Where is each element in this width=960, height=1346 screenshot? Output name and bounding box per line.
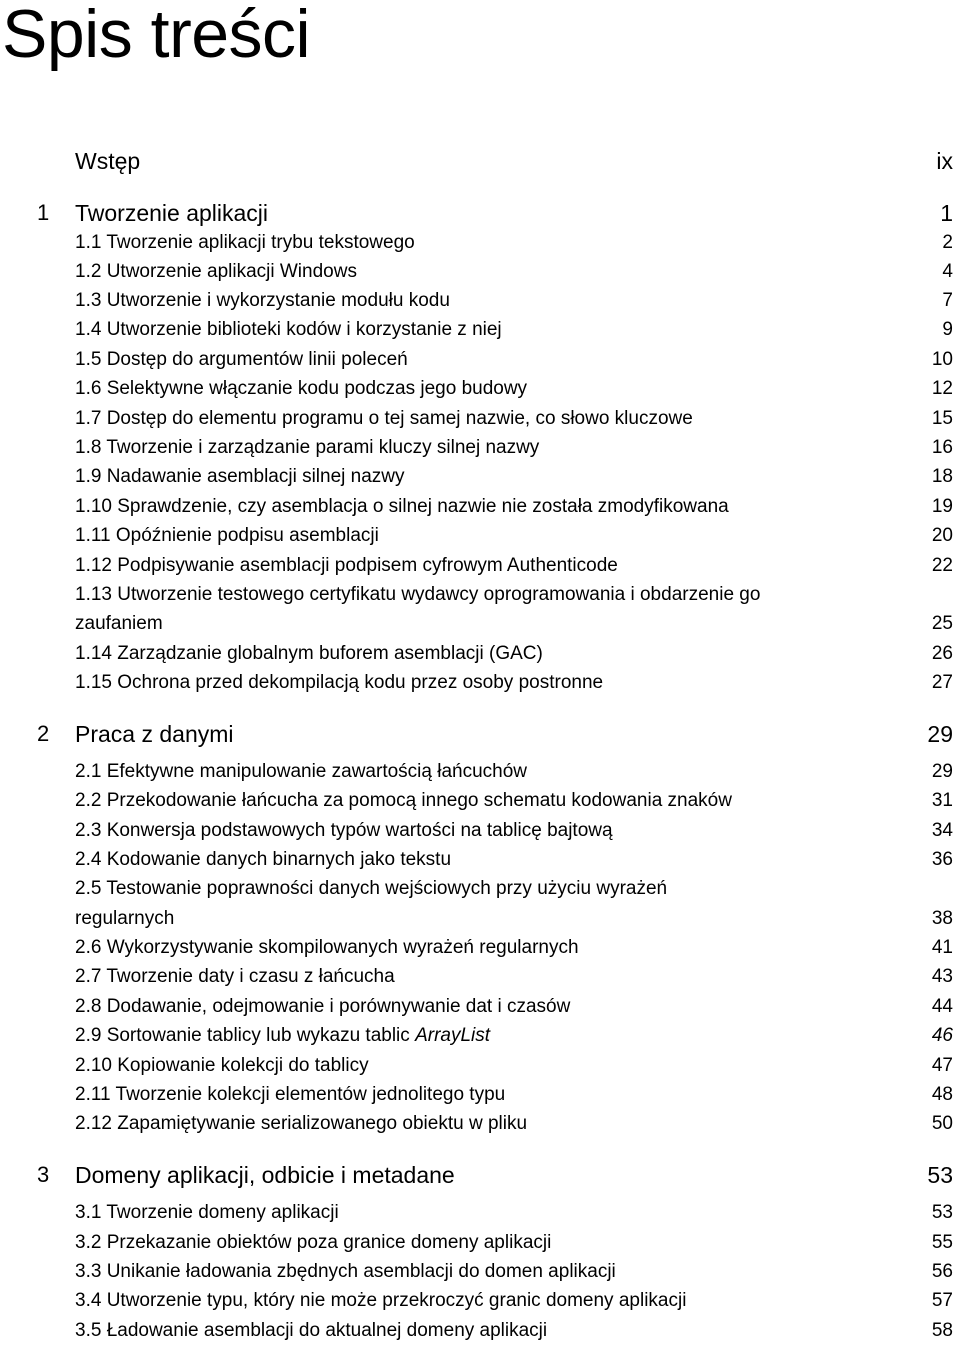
toc-section-2-4[interactable] [0,845,960,875]
section-label: 1.2 Utworzenie aplikacji Windows [75,261,357,282]
section-page: 53 [931,1202,953,1223]
section-label: 1.4 Utworzenie biblioteki kodów i korzystanie z niej [75,319,502,340]
section-label: 1.14 Zarządzanie globalnym buforem asemblacji (GAC) [75,643,543,664]
toc-section-3-2[interactable] [0,1228,960,1258]
section-label: 2.10 Kopiowanie kolekcji do tablicy [75,1055,369,1076]
section-page: 20 [931,525,953,546]
section-page: 56 [931,1261,953,1282]
chapter-title: Domeny aplikacji, odbicie i metadane [75,1162,455,1188]
toc-section-2-12[interactable] [0,1109,960,1139]
toc-section-2-9[interactable] [0,1021,960,1051]
section-label: 2.7 Tworzenie daty i czasu z łańcucha [75,966,395,987]
toc-section-1-5[interactable] [0,345,960,375]
section-page: 29 [931,761,953,782]
toc-chapter-3[interactable] [0,1160,960,1190]
section-page: 15 [931,408,953,429]
section-label: 1.3 Utworzenie i wykorzystanie modułu kodu [75,290,450,311]
section-label: 1.15 Ochrona przed dekompilacją kodu przez osoby postronne [75,672,604,693]
section-label: 3.4 Utworzenie typu, który nie może przekroczyć granic domeny aplikacji [75,1290,687,1311]
toc-section-3-1[interactable] [0,1198,960,1228]
section-page: 2 [942,232,953,253]
section-page: 55 [931,1232,953,1253]
toc-section-1-12[interactable] [0,551,960,581]
toc-section-3-3[interactable] [0,1257,960,1287]
toc-intro-page: ix [936,148,953,174]
toc-section-3-5[interactable] [0,1316,960,1346]
section-label: 2.5 Testowanie poprawności danych wejściowych przy użyciu wyrażeń [75,878,668,899]
toc-section-1-9[interactable] [0,462,960,492]
toc-section-1-7[interactable] [0,404,960,434]
toc-section-1-3[interactable] [0,286,960,316]
section-page: 12 [931,378,953,399]
chapter-number: 1 [37,200,50,225]
toc-section-2-11[interactable] [0,1080,960,1110]
section-label: 2.11 Tworzenie kolekcji elementów jednolitego typu [75,1084,506,1105]
chapter-number: 2 [37,721,50,746]
section-label: 1.11 Opóźnienie podpisu asemblacji [75,525,379,546]
section-label: 1.8 Tworzenie i zarządzanie parami kluczy silnej nazwy [75,437,540,458]
section-label: 3.3 Unikanie ładowania zbędnych asemblacji do domen aplikacji [75,1261,616,1282]
section-page: 34 [931,820,953,841]
section-label: 2.1 Efektywne manipulowanie zawartością łańcuchów [75,761,528,782]
section-page: 57 [931,1290,953,1311]
section-label: 1.6 Selektywne włączanie kodu podczas jego budowy [75,378,528,399]
section-page: 19 [931,496,953,517]
toc-section-2-6[interactable] [0,933,960,963]
section-label: 2.6 Wykorzystywanie skompilowanych wyrażeń regularnych [75,937,579,958]
section-label-continuation: regularnych [75,908,175,929]
toc-intro-entry[interactable] [0,146,960,176]
toc-section-2-10[interactable] [0,1051,960,1081]
section-label-italic: ArrayList [415,1025,491,1046]
toc-section-2-7[interactable] [0,962,960,992]
section-label: 1.10 Sprawdzenie, czy asemblacja o silnej nazwie nie została zmodyfikowana [75,496,729,517]
toc-section-1-10[interactable] [0,492,960,522]
toc-section-1-11[interactable] [0,521,960,551]
section-label: 2.3 Konwersja podstawowych typów wartości na tablicę bajtową [75,820,613,841]
section-label: 1.12 Podpisywanie asemblacji podpisem cyfrowym Authenticode [75,555,618,576]
section-label-continuation: zaufaniem [75,613,163,634]
section-label: 1.1 Tworzenie aplikacji trybu tekstowego [75,232,415,253]
section-page: 7 [942,290,953,311]
section-label: 1.7 Dostęp do elementu programu o tej samej nazwie, co słowo kluczowe [75,408,693,429]
section-label: 1.5 Dostęp do argumentów linii poleceń [75,349,408,370]
section-label: 1.13 Utworzenie testowego certyfikatu wydawcy oprogramowania i obdarzenie go [75,584,761,605]
section-page: 48 [931,1084,953,1105]
section-page: 9 [942,319,953,340]
section-page: 38 [931,908,953,929]
section-label: 2.12 Zapamiętywanie serializowanego obiektu w pliku [75,1113,528,1134]
section-page: 22 [931,555,953,576]
toc-section-2-3[interactable] [0,816,960,846]
toc-section-1-6[interactable] [0,374,960,404]
chapter-title: Tworzenie aplikacji [75,200,269,226]
toc-section-1-14[interactable] [0,639,960,669]
chapter-page: 1 [940,200,953,226]
section-page: 27 [931,672,953,693]
section-label: 1.9 Nadawanie asemblacji silnej nazwy [75,466,405,487]
section-page: 25 [931,613,953,634]
section-page: 18 [931,466,953,487]
section-label: 3.5 Ładowanie asemblacji do aktualnej domeny aplikacji [75,1320,548,1341]
section-label: 3.1 Tworzenie domeny aplikacji [75,1202,339,1223]
section-label: 2.8 Dodawanie, odejmowanie i porównywanie dat i czasów [75,996,571,1017]
toc-section-2-1[interactable] [0,757,960,787]
section-page: 41 [931,937,953,958]
toc-section-1-13-continuation[interactable] [0,609,960,639]
toc-section-1-15[interactable] [0,668,960,698]
section-page: 50 [931,1113,953,1134]
chapter-title: Praca z danymi [75,721,234,747]
toc-section-1-13[interactable] [0,580,960,610]
toc-section-2-8[interactable] [0,992,960,1022]
section-page: 43 [931,966,953,987]
section-page: 16 [931,437,953,458]
section-label-text: 2.9 Sortowanie tablicy lub wykazu tablic [75,1025,416,1046]
section-page [932,1021,953,1051]
section-page: 58 [931,1320,953,1341]
toc-section-3-4[interactable] [0,1286,960,1316]
section-label: 2.2 Przekodowanie łańcucha za pomocą innego schematu kodowania znaków [75,790,732,811]
toc-section-2-5-continuation[interactable] [0,904,960,934]
section-page: 10 [931,349,953,370]
section-page: 4 [942,261,953,282]
toc-section-2-5[interactable] [0,874,960,904]
toc-chapter-2[interactable] [0,719,960,749]
section-page: 31 [931,790,953,811]
toc-section-1-4[interactable] [0,315,960,345]
section-page: 26 [931,643,953,664]
toc-section-1-8[interactable] [0,433,960,463]
toc-section-2-2[interactable] [0,786,960,816]
section-page: 44 [931,996,953,1017]
chapter-page: 53 [927,1162,953,1188]
toc-section-1-2[interactable] [0,257,960,287]
chapter-page: 29 [927,721,953,747]
section-label: 3.2 Przekazanie obiektów poza granice domeny aplikacji [75,1232,552,1253]
section-page-italic: 46 [931,1025,953,1046]
chapter-number: 3 [37,1162,50,1187]
toc-intro-label: Wstęp [75,148,141,174]
toc-section-1-1[interactable] [0,228,960,258]
toc-chapter-1[interactable] [0,198,960,228]
section-label: 2.4 Kodowanie danych binarnych jako tekstu [75,849,452,870]
section-page: 36 [931,849,953,870]
page-title: Spis treści [2,0,311,72]
section-page: 47 [931,1055,953,1076]
section-label [75,1021,490,1051]
